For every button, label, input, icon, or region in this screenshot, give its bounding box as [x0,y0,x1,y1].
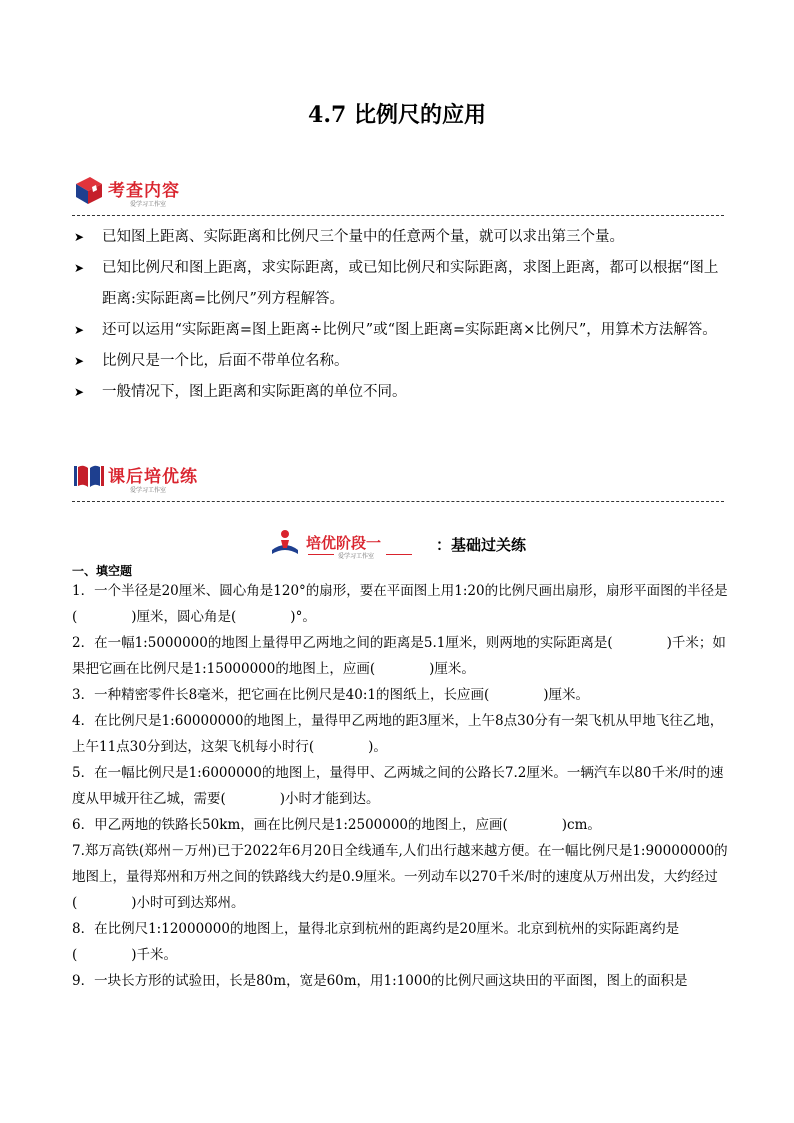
question-item: 1．一个半径是20厘米、圆心角是120°的扇形，要在平面图上用1:20的比例尺画出扇形，扇形平面图的半径是( )厘米，圆心角是( )°。 [72,583,728,625]
question-item: 8．在比例尺1:12000000的地图上，量得北京到杭州的距离约是20厘米。北京到杭州的实际距离约是( )千米。 [72,921,680,963]
arrow-bullet-icon: ➤ [74,261,85,275]
arrow-bullet-icon: ➤ [74,354,85,368]
list-item: ➤ 比例尺是一个比，后面不带单位名称。 [72,346,732,377]
question-item: 9．一块长方形的试验田，长是80m，宽是60m，用1:1000的比例尺画这块田的平面图，图上的面积是 [72,973,688,989]
question-item: 7.郑万高铁(郑州－万州)已于2022年6月20日全线通车,人们出行越来越方便。在一幅比例尺是1:90000000的地图上，量得郑州和万州之间的铁路线大约是0.9厘米。一列动车以270千米/时的速度从万州出发，大约经过( )小时可到达郑州。 [72,843,728,911]
question-category: 一、填空题 [72,564,133,578]
section-label: 课后培优练 [108,467,198,487]
list-item: ➤ 已知比例尺和图上距离，求实际距离，或已知比例尺和实际距离，求图上距离，都可以根据“图上距离:实际距离=比例尺”列方程解答。 [72,253,732,315]
list-item: ➤ 已知图上距离、实际距离和比例尺三个量中的任意两个量，就可以求出第三个量。 [72,222,732,253]
section-header-practice [72,458,724,502]
stage-sub-label: 爱学习工作室 [338,553,375,560]
section-divider [72,501,724,502]
arrow-bullet-icon: ➤ [74,385,85,399]
question-list [72,578,732,994]
section-sub-label: 爱学习工作室 [130,201,167,208]
stage-title: ：基础过关练 [436,536,527,554]
section-sub-label: 爱学习工作室 [130,487,167,494]
stage-label: 培优阶段一 [306,534,382,552]
question-item: 6．甲乙两地的铁路长50km，画在比例尺是1:2500000的地图上，应画( )cm。 [72,817,601,833]
list-item: ➤ 还可以运用“实际距离=图上距离÷比例尺”或“图上距离=实际距离×比例尺”，用算术方法解答。 [72,315,732,346]
stage-heading [268,528,548,562]
question-item: 2．在一幅1:5000000的地图上量得甲乙两地之间的距离是5.1厘米，则两地的实际距离是( )千米；如果把它画在比例尺是1:15000000的地图上，应画( )厘米。 [72,635,726,677]
reading-person-icon [268,528,302,558]
question-item: 5．在一幅比例尺是1:6000000的地图上，量得甲、乙两城之间的公路长7.2厘米。一辆汽车以80千米/时的速度从甲城开往乙城，需要( )小时才能到达。 [72,765,724,807]
stage-line-left [308,554,334,555]
list-item: ➤ 一般情况下，图上距离和实际距离的单位不同。 [72,377,732,408]
section-divider [72,215,724,216]
page-title: 4.7 比例尺的应用 [308,102,486,128]
question-item: 4．在比例尺是1:60000000的地图上，量得甲乙两地的距3厘米，上午8点30分有一架飞机从甲地飞往乙地，上午11点30分到达，这架飞机每小时行( )。 [72,713,724,755]
book-icon [72,458,106,492]
cube-icon [72,172,106,206]
section-label: 考查内容 [108,181,180,201]
key-points-list [72,222,732,408]
section-header-exam-content [72,172,724,216]
stage-line-right [386,554,412,555]
arrow-bullet-icon: ➤ [74,230,85,244]
arrow-bullet-icon: ➤ [74,323,85,337]
question-item: 3．一种精密零件长8毫米，把它画在比例尺是40:1的图纸上，长应画( )厘米。 [72,687,590,703]
